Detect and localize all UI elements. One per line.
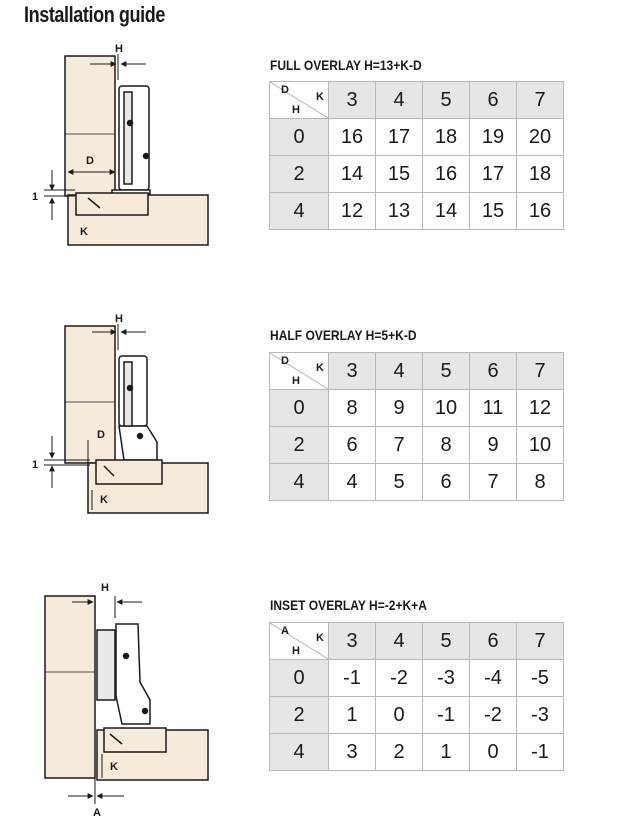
table-cell: 8	[423, 427, 470, 464]
column-header: 6	[470, 353, 517, 390]
corner-label-bottom: H	[292, 645, 300, 657]
row-header: 4	[270, 734, 329, 771]
label-k: K	[110, 761, 118, 773]
table-cell: 8	[329, 390, 376, 427]
table-cell: 8	[517, 464, 564, 501]
table-cell: 20	[517, 119, 564, 156]
column-header: 6	[470, 623, 517, 660]
table-cell: 11	[470, 390, 517, 427]
table-cell: -3	[517, 697, 564, 734]
table-header-row	[270, 82, 564, 119]
table-cell: 10	[423, 390, 470, 427]
row-header: 0	[270, 119, 329, 156]
table-row	[270, 390, 564, 427]
column-header: 5	[423, 623, 470, 660]
row-header: 2	[270, 156, 329, 193]
table-cell: 0	[470, 734, 517, 771]
corner-label-bottom: H	[292, 375, 300, 387]
label-d: D	[86, 155, 94, 167]
table-cell: 14	[423, 193, 470, 230]
column-header: 4	[376, 353, 423, 390]
full-overlay-diagram	[0, 40, 262, 255]
column-header: 7	[517, 623, 564, 660]
table-cell: 13	[376, 193, 423, 230]
full-overlay-table	[269, 81, 564, 230]
inset-overlay-table	[269, 622, 564, 771]
hinge-arm	[97, 624, 166, 752]
label-a: A	[93, 807, 101, 819]
cabinet-side-panel	[65, 56, 115, 196]
label-h: H	[101, 582, 109, 594]
half-overlay-title: HALF OVERLAY H=5+K-D	[270, 327, 417, 343]
row-header: 4	[270, 464, 329, 501]
table-row	[270, 464, 564, 501]
table-cell: 16	[517, 193, 564, 230]
table-corner-cell	[270, 82, 329, 119]
table-header-row	[270, 353, 564, 390]
table-cell: 1	[423, 734, 470, 771]
corner-label-bottom: H	[292, 104, 300, 116]
table-row	[270, 193, 564, 230]
table-cell: 14	[329, 156, 376, 193]
corner-label-top-left: D	[281, 355, 289, 367]
table-cell: -1	[329, 660, 376, 697]
table-cell: -5	[517, 660, 564, 697]
column-header: 3	[329, 353, 376, 390]
half-overlay-table	[269, 352, 564, 501]
table-cell: 6	[329, 427, 376, 464]
table-cell: 15	[470, 193, 517, 230]
inset-overlay-title: INSET OVERLAY H=-2+K+A	[270, 597, 427, 613]
table-cell: 1	[329, 697, 376, 734]
table-cell: 10	[517, 427, 564, 464]
table-cell: 12	[329, 193, 376, 230]
label-h: H	[115, 43, 123, 55]
table-corner-cell	[270, 623, 329, 660]
table-cell: 16	[329, 119, 376, 156]
table-cell: 7	[376, 427, 423, 464]
table-cell: 6	[423, 464, 470, 501]
table-header-row	[270, 623, 564, 660]
table-cell: 3	[329, 734, 376, 771]
corner-label-top-right: K	[316, 362, 324, 374]
half-overlay-diagram	[0, 310, 262, 520]
label-one: 1	[32, 191, 39, 203]
column-header: 3	[329, 623, 376, 660]
cabinet-side-panel	[45, 596, 95, 778]
table-row	[270, 734, 564, 771]
column-header: 4	[376, 623, 423, 660]
column-header: 3	[329, 82, 376, 119]
table-cell: 15	[376, 156, 423, 193]
row-header: 2	[270, 697, 329, 734]
table-corner-cell	[270, 353, 329, 390]
column-header: 5	[423, 82, 470, 119]
column-header: 5	[423, 353, 470, 390]
label-k: K	[100, 494, 108, 506]
label-h: H	[115, 313, 123, 325]
column-header: 7	[517, 82, 564, 119]
corner-label-top-left: A	[281, 625, 289, 637]
label-one: 1	[32, 459, 39, 471]
cabinet-side-panel	[65, 326, 115, 463]
corner-label-top-right: K	[316, 91, 324, 103]
row-header: 4	[270, 193, 329, 230]
table-cell: -1	[517, 734, 564, 771]
table-cell: 0	[376, 697, 423, 734]
table-cell: 18	[423, 119, 470, 156]
table-cell: 5	[376, 464, 423, 501]
table-cell: 12	[517, 390, 564, 427]
row-header: 0	[270, 390, 329, 427]
row-header: 0	[270, 660, 329, 697]
table-cell: -1	[423, 697, 470, 734]
table-cell: 16	[423, 156, 470, 193]
inset-overlay-diagram	[0, 578, 262, 823]
table-cell: 4	[329, 464, 376, 501]
corner-label-top-right: K	[316, 632, 324, 644]
corner-label-top-left: D	[281, 84, 289, 96]
table-cell: 17	[470, 156, 517, 193]
table-row	[270, 427, 564, 464]
table-row	[270, 156, 564, 193]
column-header: 7	[517, 353, 564, 390]
full-overlay-title: FULL OVERLAY H=13+K-D	[270, 57, 422, 73]
table-cell: -3	[423, 660, 470, 697]
row-header: 2	[270, 427, 329, 464]
table-row	[270, 697, 564, 734]
table-cell: -2	[376, 660, 423, 697]
table-cell: 7	[470, 464, 517, 501]
table-cell: 9	[376, 390, 423, 427]
label-d: D	[97, 429, 105, 441]
table-cell: 2	[376, 734, 423, 771]
page-title: Installation guide	[24, 2, 165, 27]
table-cell: 9	[470, 427, 517, 464]
column-header: 4	[376, 82, 423, 119]
label-k: K	[80, 226, 88, 238]
table-cell: 19	[470, 119, 517, 156]
table-row	[270, 119, 564, 156]
table-cell: -4	[470, 660, 517, 697]
table-row	[270, 660, 564, 697]
table-cell: -2	[470, 697, 517, 734]
table-cell: 18	[517, 156, 564, 193]
column-header: 6	[470, 82, 517, 119]
table-cell: 17	[376, 119, 423, 156]
